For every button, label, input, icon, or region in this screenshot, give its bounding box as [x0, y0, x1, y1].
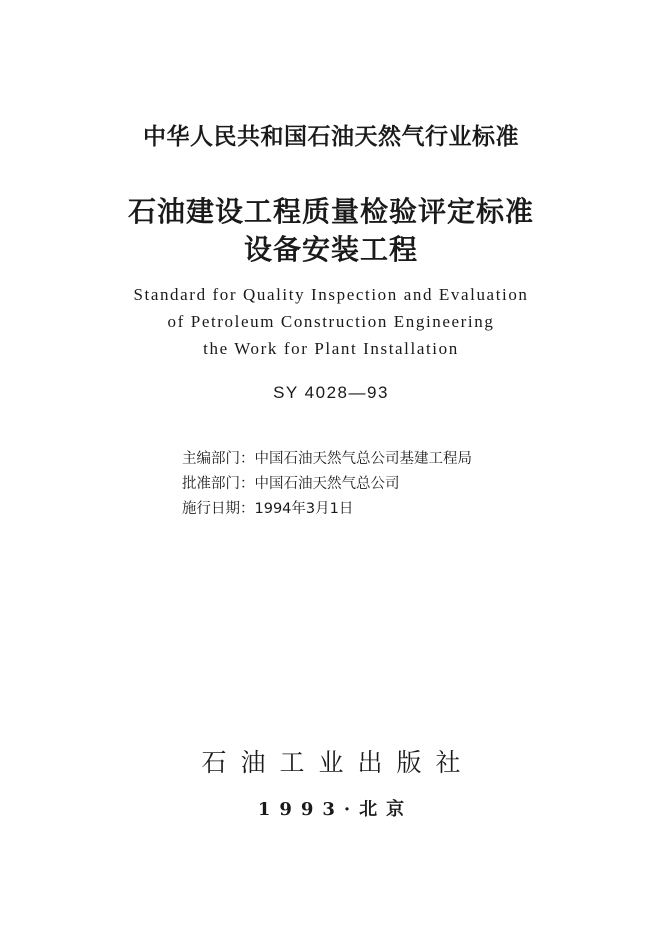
- standard-code: SY 4028—93: [273, 383, 389, 402]
- approving-department: 批准部门：中国石油天然气总公司: [182, 476, 400, 492]
- standard-series-label: 中华人民共和国石油天然气行业标准: [143, 124, 519, 150]
- english-title-line-2: of Petroleum Construction Engineering: [167, 312, 495, 331]
- publication-date-place: 1993·北京: [257, 799, 414, 820]
- document-title: 石油建设工程质量检验评定标准: [127, 195, 534, 228]
- english-title-line-3: the Work for Plant Installation: [203, 339, 459, 358]
- editor-department: 主编部门：中国石油天然气总公司基建工程局: [182, 451, 472, 467]
- publisher-name: 石油工业出版社: [201, 748, 475, 777]
- effective-date: 施行日期：1994年3月1日: [182, 501, 354, 517]
- english-title-line-1: Standard for Quality Inspection and Evaluation: [133, 285, 529, 304]
- document-subtitle: 设备安装工程: [243, 233, 418, 266]
